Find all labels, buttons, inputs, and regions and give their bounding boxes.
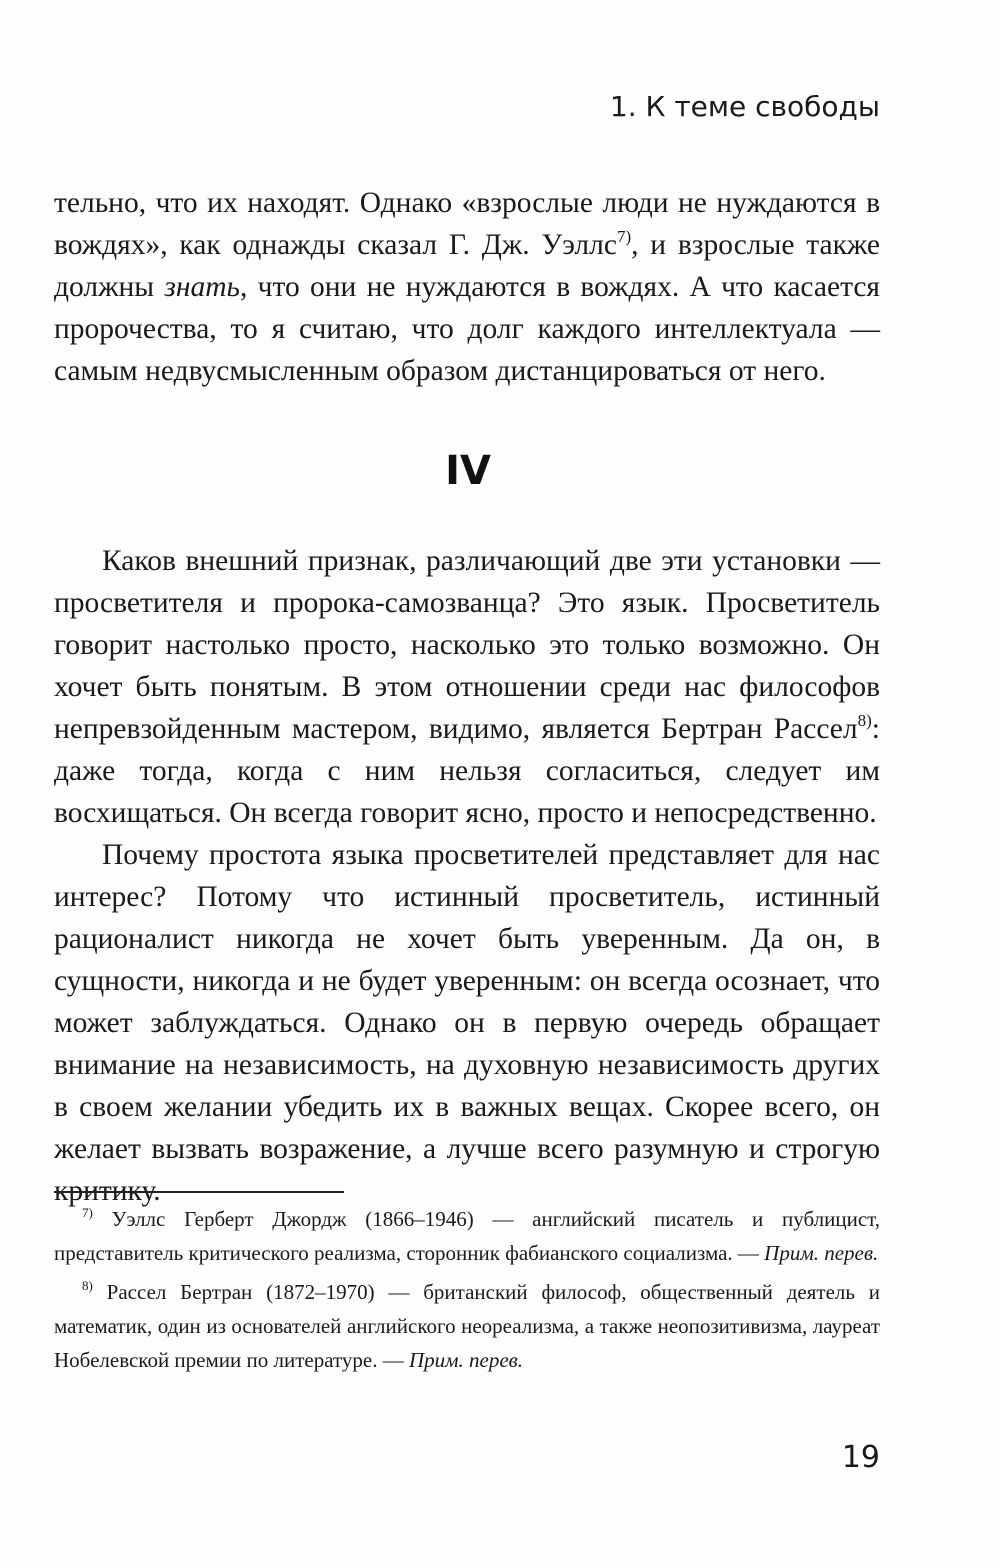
text-run: : даже тогда, когда с ним нельзя согласиться, следует им восхищаться. Он всегда говорит ясно, просто и непосредственно.	[54, 713, 880, 829]
footnote-note: Прим. перев.	[764, 1241, 879, 1265]
running-head: 1. К теме свободы	[609, 90, 880, 123]
text-run: тельно, что их находят. Однако «взрослые люди не нуждаются в вождях», как однажды сказал Г. Дж. Уэллс	[54, 187, 880, 261]
footnote-text: Уэллс Герберт Джордж (1866–1946) — английский писатель и публицист, представитель критического реализма, сторонник фабианского социализма. —	[54, 1207, 881, 1265]
footnotes	[54, 1202, 880, 1382]
footnote-divider	[54, 1191, 344, 1193]
footnote-ref-8: 8)	[857, 711, 872, 730]
text-run: Каков внешний признак, различающий две эти установки — просветителя и пророка-самозванца? Это язык. Просветитель говорит настолько просто, насколько это только возможно. Он хочет быть понятым. В этом отношении среди нас философов непревзойденным мастером, видимо, является Бертран Рассел	[54, 545, 880, 745]
footnote-ref-7: 7)	[616, 227, 632, 246]
footnote-text: Рассел Бертран (1872–1970) — британский философ, общественный деятель и математик, один из основателей английского неореализма, а также неопозитивизма, лауреат Нобелевской премии по литературе. —	[54, 1280, 881, 1372]
text-run: , и взрослые также должны	[54, 229, 880, 303]
paragraph	[54, 540, 880, 834]
text-run: , что они не нуждаются в вождях. А что касается пророчества, то я считаю, что долг каждого интеллектуала — самым недвусмысленным образом дистанцироваться от него.	[54, 271, 880, 387]
page-number: 19	[841, 1440, 880, 1475]
continued-paragraph	[54, 182, 880, 392]
emphasis-word: знать	[164, 271, 240, 303]
paragraph: Почему простота языка просветителей представляет для нас интерес? Потому что истинный просветитель, истинный рационалист никогда не хочет быть уверенным. Да он, в сущности, никогда и не будет уверенным: он всегда осознает, что может заблуждаться. Однако он в первую очередь обращает внимание на независимость, на духовную независимость других в своем желании убедить их в важных вещах. Скорее всего, он желает вызвать возражение, а лучше всего разумную и строгую критику.	[54, 839, 880, 1207]
footnote-marker: 7)	[82, 1205, 93, 1220]
footnote-8	[54, 1275, 880, 1377]
section-text-block	[54, 540, 880, 1212]
footnote-marker: 8)	[82, 1278, 93, 1293]
continued-text-block	[54, 182, 880, 392]
footnote-7	[54, 1202, 880, 1270]
footnote-note: Прим. перев.	[408, 1348, 524, 1372]
section-heading: IV	[445, 448, 491, 494]
